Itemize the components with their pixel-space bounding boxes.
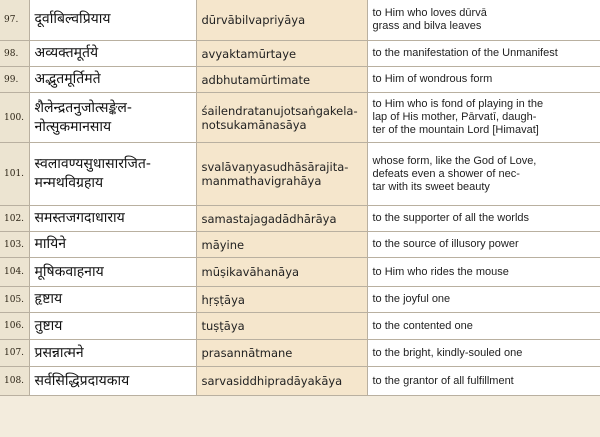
english-meaning-line: to Him of wondrous form <box>372 73 493 85</box>
english-meaning-line: to the manifestation of the Unmanifest <box>372 47 558 59</box>
transliteration-line: mūṣikavāhanāya <box>201 265 300 279</box>
row-number: 106. <box>0 313 29 340</box>
transliteration-line: avyaktamūrtaye <box>201 46 297 61</box>
english-meaning <box>367 67 600 93</box>
devanagari-name-line: नोत्सुकमानसाय <box>34 118 112 135</box>
english-meaning <box>367 0 600 41</box>
devanagari-name <box>29 93 196 143</box>
transliteration <box>196 232 367 258</box>
devanagari-name-line: मन्मथविग्रहाय <box>34 175 104 191</box>
english-meaning <box>367 287 600 313</box>
row-number: 100. <box>0 93 29 143</box>
devanagari-name-line: मूषिकवाहनाय <box>34 263 104 280</box>
transliteration <box>196 206 367 232</box>
english-meaning-line: to Him who rides the mouse <box>372 265 509 278</box>
transliteration-line: śailendratanujotsaṅgakela- <box>201 103 358 118</box>
table-row <box>0 232 600 258</box>
english-meaning-line: tar with its sweet beauty <box>372 180 490 193</box>
english-meaning <box>367 258 600 287</box>
transliteration-line: dūrvābilvapriyāya <box>201 12 306 27</box>
transliteration <box>196 67 367 93</box>
transliteration-line: prasannātmane <box>201 346 293 360</box>
english-meaning-line: grass and bilva leaves <box>372 19 482 32</box>
devanagari-name-line: शैलेन्द्रतनुजोत्सङ्केल- <box>34 99 132 116</box>
english-meaning-line: whose form, like the God of Love, <box>372 154 537 167</box>
devanagari-name <box>29 0 196 41</box>
table-row <box>0 143 600 206</box>
table-row <box>0 367 600 396</box>
english-meaning-line: to the contented one <box>372 319 473 332</box>
transliteration-line: sarvasiddhipradāyakāya <box>201 374 343 388</box>
transliteration <box>196 143 367 206</box>
english-meaning <box>367 206 600 232</box>
devanagari-name-line: सर्वसिद्धिप्रदायकाय <box>34 372 130 389</box>
devanagari-name <box>29 232 196 258</box>
row-number: 107. <box>0 340 29 367</box>
devanagari-name-line: अव्यक्तमूर्तये <box>34 45 99 61</box>
table-row <box>0 340 600 367</box>
table-row <box>0 313 600 340</box>
transliteration-line: māyine <box>201 237 245 252</box>
devanagari-name-line: तुष्टाय <box>34 317 63 334</box>
row-number: 98. <box>0 41 29 67</box>
english-meaning <box>367 367 600 396</box>
row-number: 103. <box>0 232 29 258</box>
row-number: 102. <box>0 206 29 232</box>
devanagari-name-line: स्वलावण्यसुधासारजित- <box>34 156 151 172</box>
row-number: 105. <box>0 287 29 313</box>
devanagari-name-line: समस्तजगदाधाराय <box>34 210 125 226</box>
english-meaning-line: to the source of illusory power <box>372 238 519 250</box>
transliteration-line: hṛṣṭāya <box>201 292 245 307</box>
english-meaning <box>367 143 600 206</box>
table-row <box>0 67 600 93</box>
english-meaning-line: to the joyful one <box>372 293 451 305</box>
transliteration <box>196 41 367 67</box>
transliteration <box>196 313 367 340</box>
transliteration-line: manmathavigrahāya <box>201 174 322 188</box>
devanagari-name <box>29 258 196 287</box>
english-meaning <box>367 93 600 143</box>
transliteration-line: svalāvaṇyasudhāsārajita- <box>201 160 349 174</box>
transliteration <box>196 367 367 396</box>
english-meaning <box>367 41 600 67</box>
row-number: 108. <box>0 367 29 396</box>
devanagari-name <box>29 143 196 206</box>
transliteration <box>196 258 367 287</box>
devanagari-name-line: अद्भुतमूर्तिमते <box>34 71 101 87</box>
devanagari-name <box>29 313 196 340</box>
devanagari-name-line: दूर्वाबिल्वप्रियाय <box>34 11 111 27</box>
english-meaning-line: lap of His mother, Pārvatī, daugh- <box>372 111 537 123</box>
devanagari-name <box>29 67 196 93</box>
english-meaning-line: to the grantor of all fulfillment <box>372 374 514 387</box>
english-meaning <box>367 232 600 258</box>
english-meaning-line: to Him who is fond of playing in the <box>372 98 544 110</box>
transliteration <box>196 0 367 41</box>
table-row <box>0 0 600 41</box>
table-row <box>0 258 600 287</box>
devanagari-name <box>29 340 196 367</box>
transliteration-line: tuṣṭāya <box>201 319 245 333</box>
table-row <box>0 93 600 143</box>
row-number: 97. <box>0 0 29 41</box>
english-meaning <box>367 313 600 340</box>
devanagari-name <box>29 206 196 232</box>
devanagari-name-line: हृष्टाय <box>34 291 63 307</box>
row-number: 99. <box>0 67 29 93</box>
table-row <box>0 287 600 313</box>
table-row <box>0 41 600 67</box>
english-meaning-line: to Him who loves dūrvā <box>372 6 487 19</box>
devanagari-name <box>29 287 196 313</box>
transliteration-line: notsukamānasāya <box>201 117 307 132</box>
devanagari-name-line: प्रसन्नात्मने <box>34 344 84 361</box>
transliteration <box>196 93 367 143</box>
table-row <box>0 206 600 232</box>
devanagari-name <box>29 367 196 396</box>
english-meaning-line: ter of the mountain Lord [Himavat] <box>372 124 539 136</box>
transliteration <box>196 287 367 313</box>
transliteration-line: samastajagadādhārāya <box>201 211 337 226</box>
transliteration <box>196 340 367 367</box>
english-meaning-line: to the bright, kindly-souled one <box>372 346 523 359</box>
row-number: 101. <box>0 143 29 206</box>
row-number: 104. <box>0 258 29 287</box>
english-meaning-line: defeats even a shower of nec- <box>372 167 520 180</box>
english-meaning <box>367 340 600 367</box>
transliteration-line: adbhutamūrtimate <box>201 72 311 87</box>
devanagari-name <box>29 41 196 67</box>
english-meaning-line: to the supporter of all the worlds <box>372 212 530 224</box>
devanagari-name-line: मायिने <box>34 236 67 252</box>
